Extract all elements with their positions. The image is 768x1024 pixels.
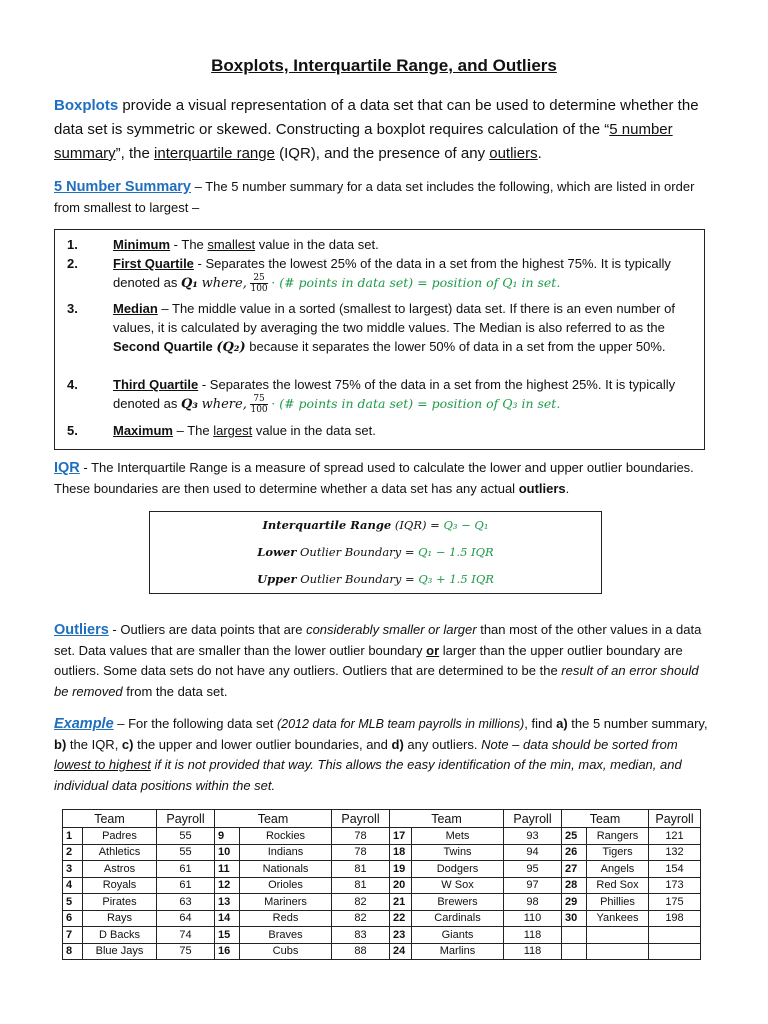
cell-payroll: 64 (157, 910, 215, 927)
cell-index: 14 (215, 910, 240, 927)
header-payroll: Payroll (649, 810, 701, 828)
cell-team: Red Sox (587, 877, 649, 894)
cell-payroll (649, 943, 701, 960)
header-team: Team (562, 810, 649, 828)
cell-index: 22 (390, 910, 412, 927)
table-row (63, 943, 701, 960)
formula-box (149, 511, 602, 594)
cell-team: Angels (587, 861, 649, 878)
fraction: $\frac{25}{100}$ (250, 273, 268, 295)
table-row (63, 927, 701, 944)
cell-team: Orioles (240, 877, 332, 894)
cell-index: 8 (63, 943, 83, 960)
cell-payroll: 198 (649, 910, 701, 927)
five-number-summary-intro: 5 Number Summary – The 5 number summary for a data set includes the following, which are listed in order from smallest to largest – (54, 179, 695, 215)
cell-payroll: 63 (157, 894, 215, 911)
cell-index: 1 (63, 828, 83, 845)
cell-index: 10 (215, 844, 240, 861)
table-body (63, 828, 701, 960)
table-row (63, 844, 701, 861)
cell-team: Indians (240, 844, 332, 861)
cell-index: 28 (562, 877, 587, 894)
cell-team: Mariners (240, 894, 332, 911)
cell-team: Marlins (412, 943, 504, 960)
cell-index: 30 (562, 910, 587, 927)
cell-payroll: 82 (332, 910, 390, 927)
header-payroll: Payroll (157, 810, 215, 828)
cell-payroll: 121 (649, 828, 701, 845)
cell-payroll: 173 (649, 877, 701, 894)
cell-team: Rockies (240, 828, 332, 845)
cell-index: 7 (63, 927, 83, 944)
formula-line: Lower Outlier Boundary = Q₁ − 1.5 IQR (257, 545, 494, 559)
cell-team: Padres (83, 828, 157, 845)
cell-payroll: 110 (504, 910, 562, 927)
header-team: Team (390, 810, 504, 828)
boxplots-term: Boxplots (54, 97, 119, 114)
cell-payroll: 75 (157, 943, 215, 960)
page-title: Boxplots, Interquartile Range, and Outliers (211, 56, 557, 75)
payroll-table (62, 809, 701, 960)
cell-index: 4 (63, 877, 83, 894)
fraction: $\frac{75}{100}$ (250, 394, 268, 416)
iqr-paragraph: IQR - The Interquartile Range is a measure of spread used to calculate the lower and upper outlier boundaries. These boundaries are then used to determine whether a data set has any actual outliers. (54, 460, 694, 496)
cell-index: 23 (390, 927, 412, 944)
intro-paragraph: Boxplots provide a visual representation of a data set that can be used to determine whether the data set is symmetric or skewed. Constructing a boxplot requires calculation of the “5 number summary”, the interquartile range (IQR), and the presence of any outliers. (54, 97, 699, 162)
cell-index (562, 943, 587, 960)
cell-team: D Backs (83, 927, 157, 944)
formula-line: Upper Outlier Boundary = Q₃ + 1.5 IQR (257, 572, 494, 586)
cell-team: Royals (83, 877, 157, 894)
cell-payroll: 81 (332, 877, 390, 894)
cell-payroll: 175 (649, 894, 701, 911)
cell-team: Rays (83, 910, 157, 927)
cell-payroll: 94 (504, 844, 562, 861)
cell-index: 29 (562, 894, 587, 911)
cell-payroll: 55 (157, 844, 215, 861)
five-number-summary-heading: 5 Number Summary (54, 179, 191, 195)
five-number-list-box: 1. Minimum - The smallest value in the data set. 2. First Quartile - Separates the lowest 25% of the data in a set from the highest 75%. It is typically denoted as Q₁ where, $\frac{25}{100}$ · (# points in data set) = position of Q₁ in set. 3. Median – The middle value in a sorted (smallest to largest) data set. If there is an even number of values, it is calculated by averaging the two middle values. The Median is also referred to as the Second Quartile (Q₂) because it separates the lower 50% of data in a set from the upper 50%. 4. Third Quartile - Separates the lowest 75% of the data in a set from the highest 25%. It is typically denoted as Q₃ where, $\frac{75}{100}$ · (# points in data set) = position of Q₃ in set. 5. Maximum – The largest value in the data set. (54, 229, 705, 450)
cell-team: Tigers (587, 844, 649, 861)
outliers-heading: Outliers (54, 622, 109, 638)
header-payroll: Payroll (332, 810, 390, 828)
cell-payroll: 98 (504, 894, 562, 911)
cell-team: Mets (412, 828, 504, 845)
cell-index: 11 (215, 861, 240, 878)
cell-index (562, 927, 587, 944)
cell-team: Giants (412, 927, 504, 944)
example-paragraph: Example – For the following data set (2012 data for MLB team payrolls in millions), find a) the 5 number summary, b) the IQR, c) the upper and lower outlier boundaries, and d) any outliers. Note – data should be sorted from lowest to highest if it is not provided that way. This allows the easy identification of the min, max, median, and individual data positions within the set. (54, 716, 708, 793)
cell-payroll: 74 (157, 927, 215, 944)
cell-index: 20 (390, 877, 412, 894)
formula-line: Interquartile Range (IQR) = Q₃ − Q₁ (262, 518, 489, 532)
cell-team: Cardinals (412, 910, 504, 927)
cell-index: 17 (390, 828, 412, 845)
cell-payroll: 83 (332, 927, 390, 944)
cell-payroll: 55 (157, 828, 215, 845)
cell-index: 26 (562, 844, 587, 861)
cell-payroll: 132 (649, 844, 701, 861)
cell-payroll: 118 (504, 943, 562, 960)
cell-index: 5 (63, 894, 83, 911)
cell-team: Twins (412, 844, 504, 861)
cell-index: 19 (390, 861, 412, 878)
iqr-heading: IQR (54, 460, 80, 476)
cell-team: Reds (240, 910, 332, 927)
cell-team: Yankees (587, 910, 649, 927)
cell-index: 18 (390, 844, 412, 861)
cell-payroll: 81 (332, 861, 390, 878)
cell-payroll: 88 (332, 943, 390, 960)
cell-index: 6 (63, 910, 83, 927)
outliers-paragraph: Outliers - Outliers are data points that are considerably smaller or larger than most of the other values in a data set. Data values that are smaller than the lower outlier boundary or larger than the upper outlier boundary are outliers. Some data sets do not have any outliers. Outliers that are determined to be the result of an error should be removed from the data set. (54, 622, 702, 699)
cell-team (587, 943, 649, 960)
cell-team: Brewers (412, 894, 504, 911)
table-row (63, 894, 701, 911)
cell-payroll (649, 927, 701, 944)
header-payroll: Payroll (504, 810, 562, 828)
cell-payroll: 61 (157, 877, 215, 894)
cell-team: Cubs (240, 943, 332, 960)
header-team: Team (63, 810, 157, 828)
cell-payroll: 154 (649, 861, 701, 878)
cell-index: 13 (215, 894, 240, 911)
cell-payroll: 93 (504, 828, 562, 845)
cell-index: 24 (390, 943, 412, 960)
cell-index: 16 (215, 943, 240, 960)
cell-index: 27 (562, 861, 587, 878)
cell-team: Pirates (83, 894, 157, 911)
header-team: Team (215, 810, 332, 828)
table-row (63, 877, 701, 894)
cell-payroll: 78 (332, 828, 390, 845)
cell-payroll: 82 (332, 894, 390, 911)
cell-payroll: 78 (332, 844, 390, 861)
cell-team: Phillies (587, 894, 649, 911)
table-row (63, 861, 701, 878)
cell-team: Rangers (587, 828, 649, 845)
cell-team: Dodgers (412, 861, 504, 878)
cell-index: 2 (63, 844, 83, 861)
cell-team: Athletics (83, 844, 157, 861)
cell-payroll: 97 (504, 877, 562, 894)
cell-team: Astros (83, 861, 157, 878)
cell-payroll: 61 (157, 861, 215, 878)
cell-payroll: 118 (504, 927, 562, 944)
cell-index: 3 (63, 861, 83, 878)
cell-index: 15 (215, 927, 240, 944)
cell-index: 12 (215, 877, 240, 894)
cell-payroll: 95 (504, 861, 562, 878)
cell-team: W Sox (412, 877, 504, 894)
cell-team: Blue Jays (83, 943, 157, 960)
table-row (63, 910, 701, 927)
table-row (63, 828, 701, 845)
table-header-row (63, 810, 701, 828)
cell-team: Braves (240, 927, 332, 944)
cell-index: 9 (215, 828, 240, 845)
cell-team (587, 927, 649, 944)
cell-team: Nationals (240, 861, 332, 878)
cell-index: 21 (390, 894, 412, 911)
example-heading: Example (54, 716, 114, 732)
cell-index: 25 (562, 828, 587, 845)
